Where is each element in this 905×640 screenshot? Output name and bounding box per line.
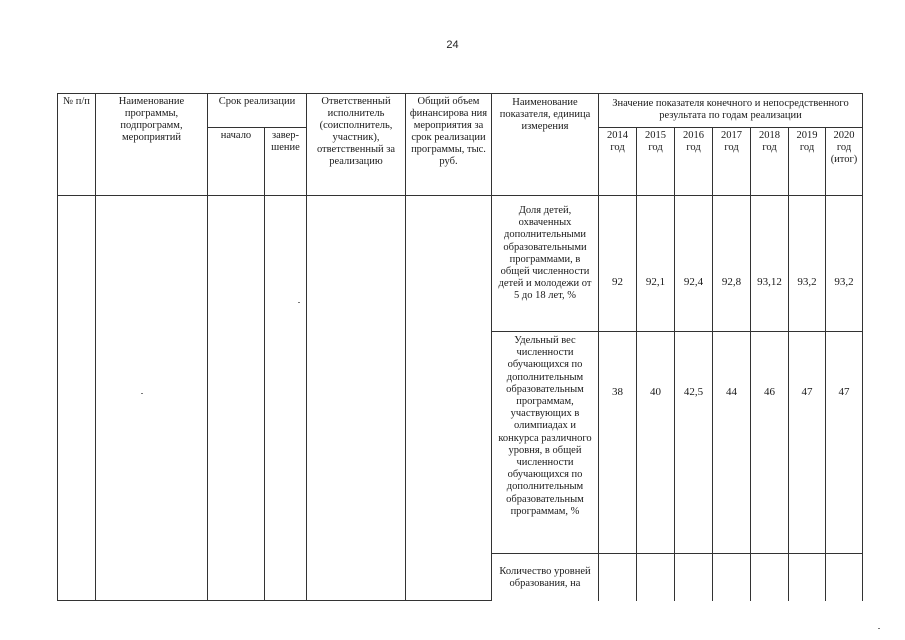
cell-executor xyxy=(307,196,406,601)
cell-value: 40 xyxy=(637,332,675,554)
cell-number xyxy=(58,196,96,601)
cell-value: 47 xyxy=(826,332,863,554)
header-number: № п/п xyxy=(58,94,96,196)
header-program-name: Наименование программы, подпрограмм, мероприятий xyxy=(96,94,208,196)
cell-value xyxy=(713,554,751,601)
cell-value xyxy=(599,554,637,601)
indicator-table xyxy=(57,93,863,601)
cell-value: 93,2 xyxy=(826,196,863,332)
cell-end xyxy=(265,196,307,601)
header-year-2018: 2018 год xyxy=(751,128,789,196)
header-year-2017: 2017 год xyxy=(713,128,751,196)
cell-value: 47 xyxy=(789,332,826,554)
cell-value: 44 xyxy=(713,332,751,554)
header-end: завер-шение xyxy=(265,128,307,196)
cell-value: 93,2 xyxy=(789,196,826,332)
header-year-2019: 2019 год xyxy=(789,128,826,196)
header-year-2020: 2020 год (итог) xyxy=(826,128,863,196)
table-row xyxy=(58,196,863,332)
header-indicator: Наименование показателя, единица измерения xyxy=(492,94,599,196)
cell-start xyxy=(208,196,265,601)
cell-indicator: Доля детей, охваченных дополнительными образовательными программами, в общей численности детей и молодежи от 5 до 18 лет, % xyxy=(492,196,599,332)
cell-value xyxy=(789,554,826,601)
header-funding: Общий объем финансирова ния мероприятия за срок реализации программы, тыс. руб. xyxy=(406,94,492,196)
page-number: 24 xyxy=(446,39,459,51)
header-start: начало xyxy=(208,128,265,196)
cell-value xyxy=(675,554,713,601)
cell-program-name xyxy=(96,196,208,601)
cell-value xyxy=(826,554,863,601)
cell-value xyxy=(637,554,675,601)
header-values: Значение показателя конечного и непосредственного результата по годам реализации xyxy=(599,94,863,128)
cell-value: 92,8 xyxy=(713,196,751,332)
header-year-2016: 2016 год xyxy=(675,128,713,196)
cell-value: 38 xyxy=(599,332,637,554)
header-year-2014: 2014 год xyxy=(599,128,637,196)
cell-value: 46 xyxy=(751,332,789,554)
cell-value: 42,5 xyxy=(675,332,713,554)
scan-speck xyxy=(878,628,880,629)
header-period: Срок реализации xyxy=(208,94,307,128)
cell-value: 92 xyxy=(599,196,637,332)
cell-value xyxy=(751,554,789,601)
scan-speck xyxy=(141,393,143,394)
cell-value: 93,12 xyxy=(751,196,789,332)
header-executor: Ответственный исполнитель (соисполнитель, участник), ответственный за реализацию xyxy=(307,94,406,196)
cell-indicator: Удельный вес численности обучающихся по дополнительным образовательным программам, участвующих в олимпиадах и конкурса различного уровня, в общей численности обучающихся по дополнительным образовательным программам, % xyxy=(492,332,599,554)
cell-indicator: Количество уровней образования, на xyxy=(492,554,599,601)
cell-value: 92,1 xyxy=(637,196,675,332)
cell-value: 92,4 xyxy=(675,196,713,332)
scan-speck xyxy=(298,302,300,303)
header-year-2015: 2015 год xyxy=(637,128,675,196)
cell-funding xyxy=(406,196,492,601)
